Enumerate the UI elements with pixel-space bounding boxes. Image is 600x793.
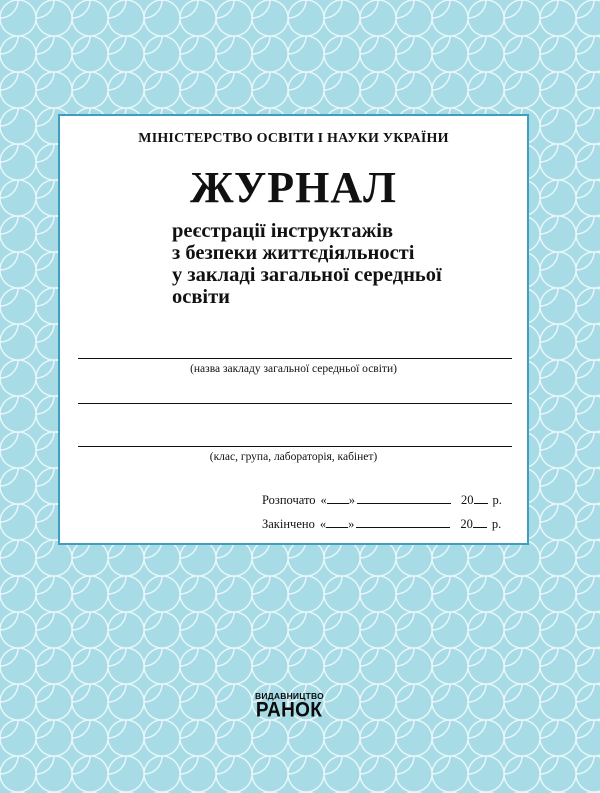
institution-name-line: [78, 358, 512, 359]
year-blank: [474, 492, 488, 504]
subtitle-line: з безпеки життєдіяльності: [172, 242, 415, 264]
close-quote: »: [348, 493, 356, 507]
title-frame: [58, 114, 529, 545]
journal-title: ЖУРНАЛ: [190, 163, 397, 212]
institution-caption: (назва закладу загальної середньої освіти): [190, 363, 397, 375]
finished-date-row: [262, 516, 501, 532]
publisher-logo-top: ВИДАВНИЦТВО: [255, 691, 324, 701]
open-quote: «: [319, 517, 327, 531]
day-blank: [327, 492, 349, 504]
ministry-name: МІНІСТЕРСТВО ОСВІТИ І НАУКИ УКРАЇНИ: [138, 131, 449, 146]
subtitle-line: у закладі загальної середньої: [172, 264, 442, 286]
open-quote: «: [320, 493, 327, 507]
class-line: [78, 446, 512, 447]
year-prefix: 20: [460, 517, 473, 531]
month-blank: [356, 516, 450, 528]
publisher-logo: [255, 692, 323, 720]
subtitle-line: освіти: [172, 286, 230, 308]
close-quote: »: [348, 517, 355, 531]
started-date-row: [262, 492, 502, 508]
started-label: Розпочато: [262, 493, 316, 507]
month-blank: [357, 492, 451, 504]
year-blank: [473, 516, 487, 528]
finished-label: Закінчено: [262, 517, 315, 531]
year-prefix: 20: [461, 493, 474, 507]
year-suffix: р.: [492, 493, 502, 507]
journal-subtitle: [172, 220, 472, 308]
day-blank: [326, 516, 348, 528]
year-suffix: р.: [491, 517, 502, 531]
subtitle-line: реєстрації інструктажів: [172, 220, 394, 242]
publisher-logo-name: РАНОК: [255, 698, 323, 722]
class-caption: (клас, група, лабораторія, кабінет): [209, 451, 378, 463]
institution-name-line-2: [78, 403, 512, 404]
